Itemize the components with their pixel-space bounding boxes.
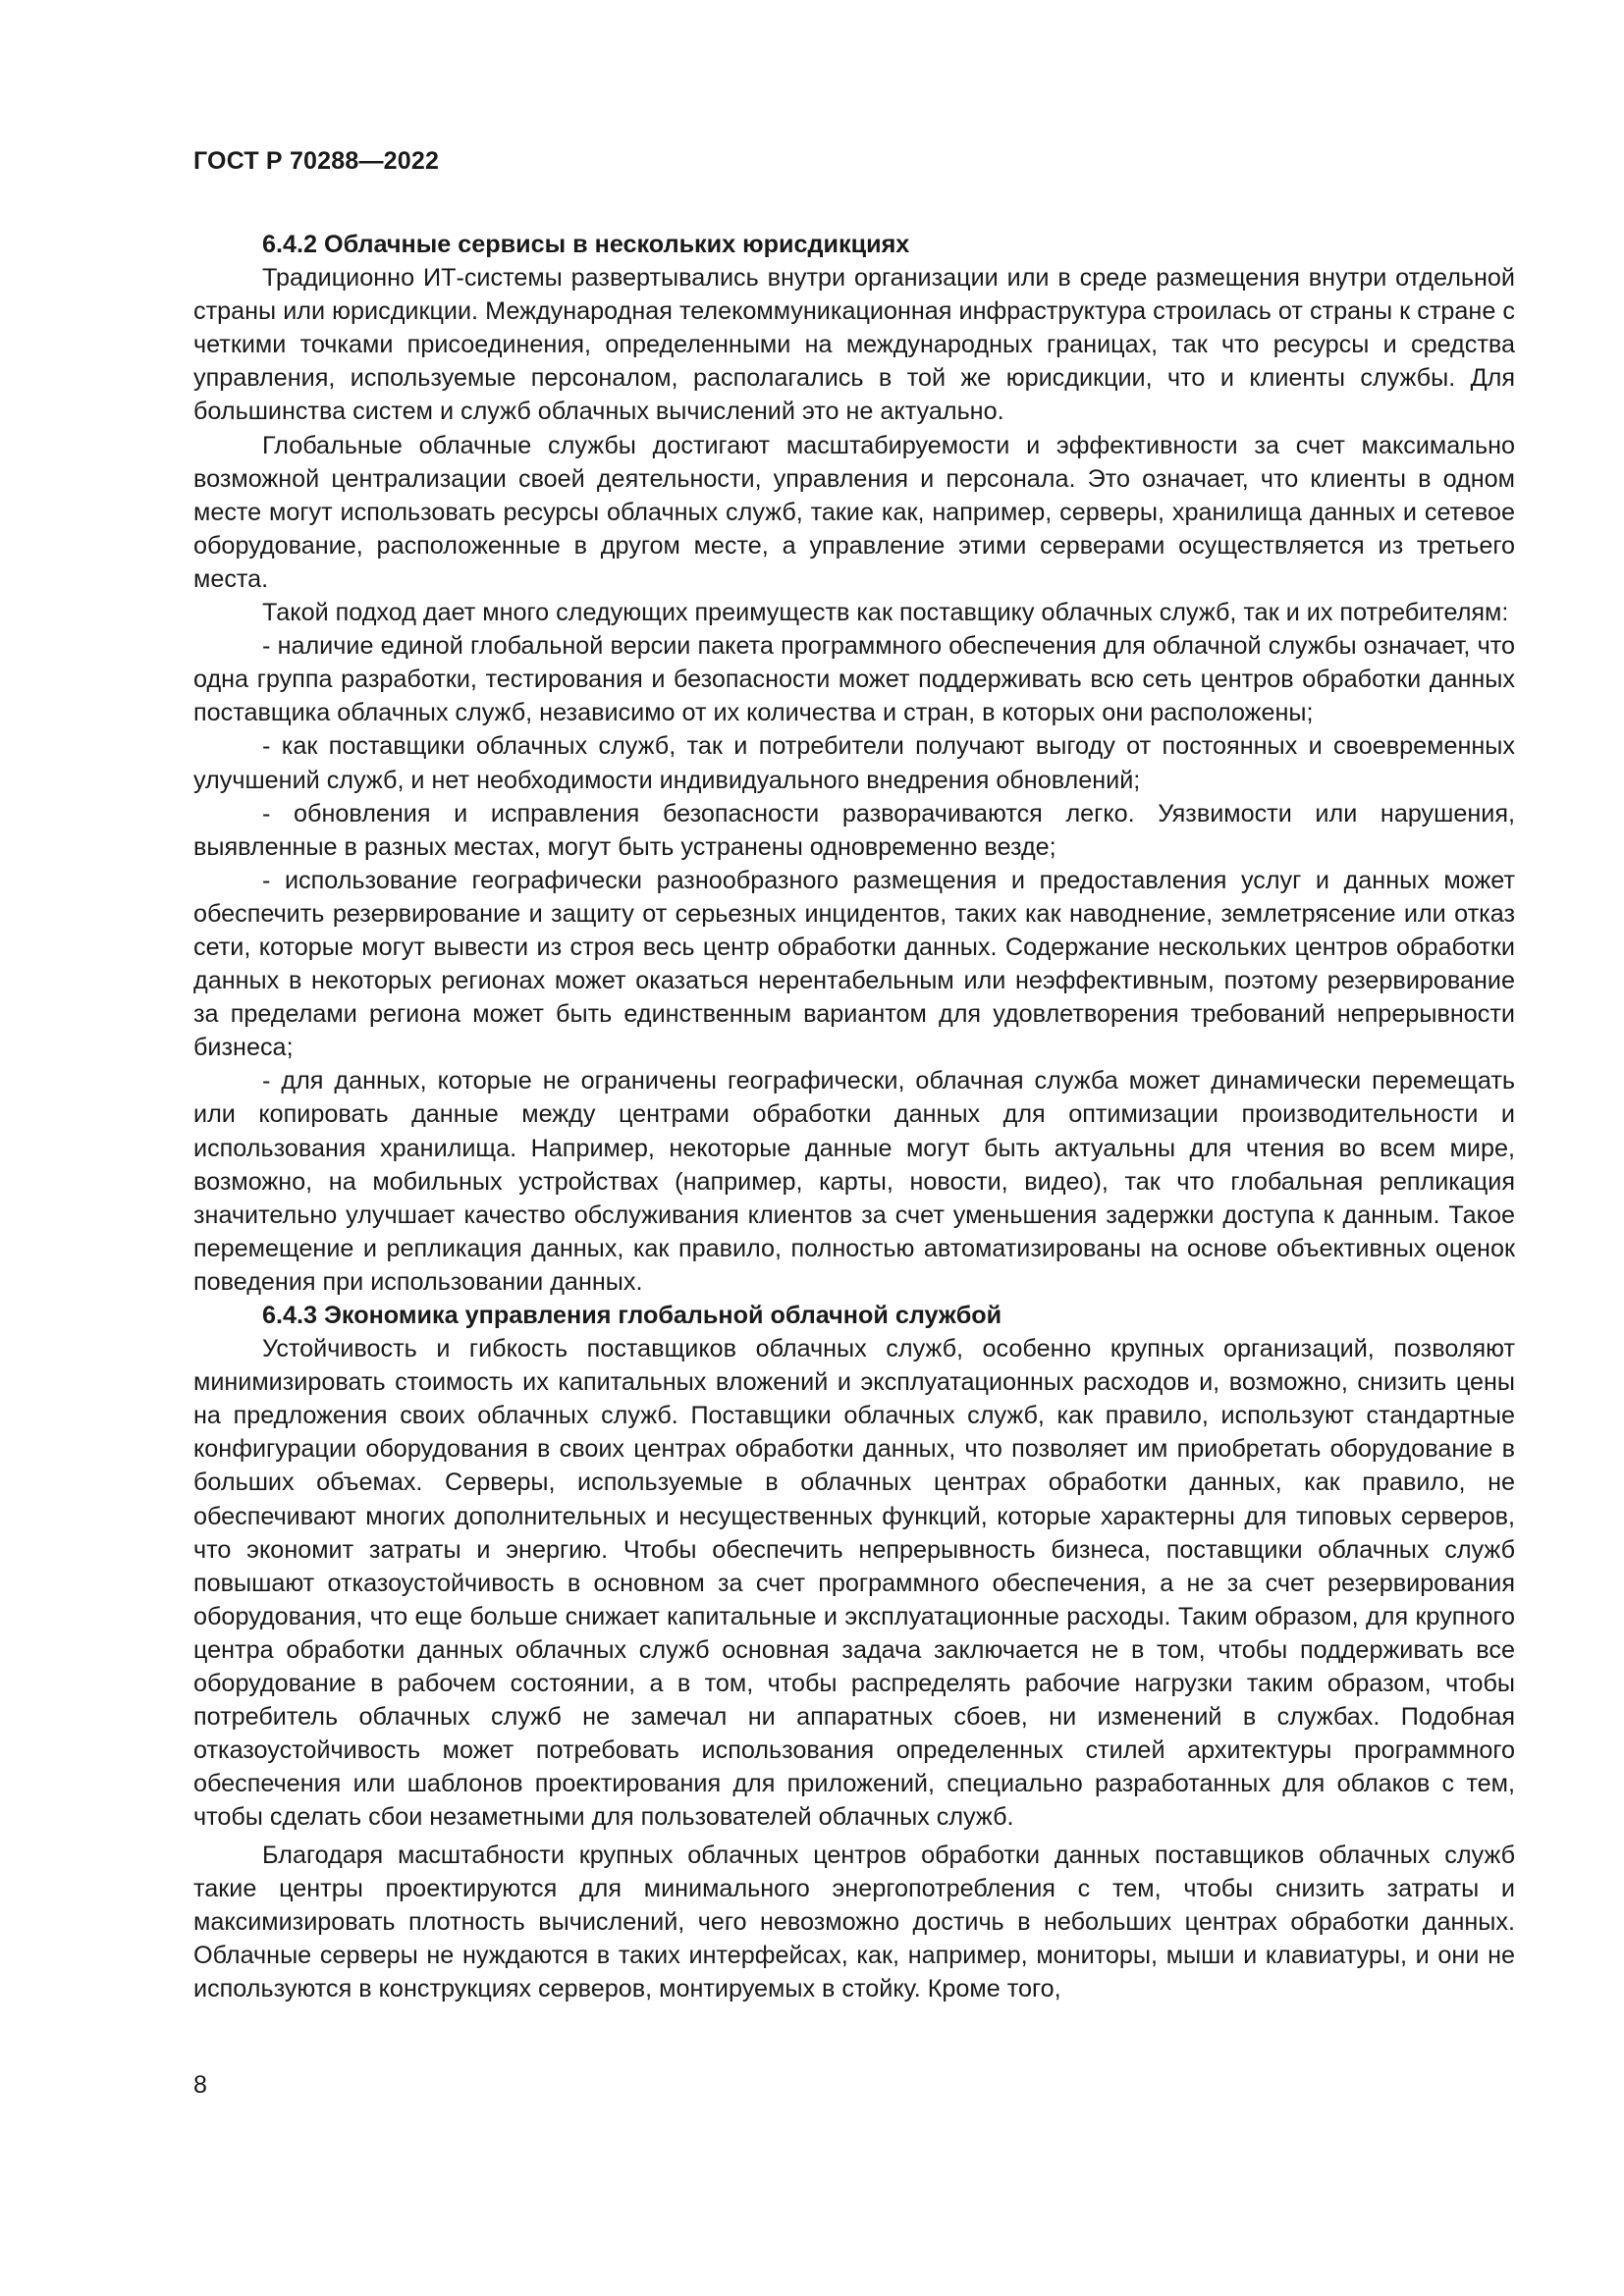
page-body bbox=[193, 228, 1515, 2005]
document-code: ГОСТ Р 70288—2022 bbox=[193, 147, 440, 175]
paragraph: Устойчивость и гибкость поставщиков облачных служб, особенно крупных организаций, позволяют минимизировать стоимость их капитальных вложений и эксплуатационных расходов и, возможно, снизить цены на предложения своих облачных служб. Поставщики облачных служб, как правило, используют стандартные конфигурации оборудования в своих центрах обработки данных, что позволяет им приобретать оборудование в больших объемах. Серверы, используемые в облачных центрах обработки данных, как правило, не обеспечивают многих дополнительных и несущественных функций, которые характерны для типовых серверов, что экономит затраты и энергию. Чтобы обеспечить непрерывность бизнеса, поставщики облачных служб повышают отказоустойчивость в основном за счет программного обеспечения, а не за счет резервирования оборудования, что еще больше снижает капитальные и эксплуатационные расходы. Таким образом, для крупного центра обработки данных облачных служб основная задача заключается не в том, чтобы поддерживать все оборудование в рабочем состоянии, а в том, чтобы распределять рабочие нагрузки таким образом, чтобы потребитель облачных служб не замечал ни аппаратных сбоев, ни изменений в службах. Подобная отказоустойчивость может потребовать использования определенных стилей архитектуры программного обеспечения или шаблонов проектирования для приложений, специально разработанных для облаков с тем, чтобы сделать сбои незаметными для пользователей облачных служб. bbox=[193, 1335, 1515, 1832]
list-item: - обновления и исправления безопасности разворачиваются легко. Уязвимости или нарушения, выявленные в разных местах, могут быть устранены одновременно везде; bbox=[193, 799, 1515, 861]
list-item: - для данных, которые не ограничены географически, облачная служба может динамически перемещать или копировать данные между центрами обработки данных для оптимизации производительности и использования хранилища. Например, некоторые данные могут быть актуальны для чтения во всем мире, возможно, на мобильных устройствах (например, карты, новости, видео), так что глобальная репликация значительно улучшает качество обслуживания клиентов за счет уменьшения задержки доступа к данным. Такое перемещение и репликация данных, как правило, полностью автоматизированы на основе объективных оценок поведения при использовании данных. bbox=[193, 1067, 1515, 1296]
list-item: - использование географически разнообразного размещения и предоставления услуг и данных может обеспечить резервирование и защиту от серьезных инцидентов, таких как наводнение, землетрясение или отказ сети, которые могут вывести из строя весь центр обработки данных. Содержание нескольких центров обработки данных в некоторых регионах может оказаться нерентабельным или неэффективным, поэтому резервирование за пределами региона может быть единственным вариантом для удовлетворения требований непрерывности бизнеса; bbox=[193, 866, 1515, 1062]
section-heading-6-4-3: 6.4.3 Экономика управления глобальной облачной службой bbox=[262, 1302, 1002, 1329]
list-item: - наличие единой глобальной версии пакета программного обеспечения для облачной службы означает, что одна группа разработки, тестирования и безопасности может поддерживать всю сеть центров обработки данных поставщика облачных служб, независимо от их количества и стран, в которых они расположены; bbox=[193, 632, 1515, 727]
paragraph: Традиционно ИТ-системы развертывались внутри организации или в среде размещения внутри отдельной страны или юрисдикции. Международная телекоммуникационная инфраструктура строилась от страны к стране с четкими точками присоединения, определенными на международных границах, так что ресурсы и средства управления, используемые персоналом, располагались в той же юрисдикции, что и клиенты службы. Для большинства систем и служб облачных вычислений это не актуально. bbox=[193, 264, 1515, 426]
paragraph: Такой подход дает много следующих преимуществ как поставщику облачных служб, так и их потребителям: bbox=[262, 599, 1509, 627]
list-item: - как поставщики облачных служб, так и потребители получают выгоду от постоянных и своевременных улучшений служб, и нет необходимости индивидуального внедрения обновлений; bbox=[193, 732, 1515, 794]
paragraph: Глобальные облачные службы достигают масштабируемости и эффективности за счет максимально возможной централизации своей деятельности, управления и персонала. Это означает, что клиенты в одном месте могут использовать ресурсы облачных служб, такие как, например, серверы, хранилища данных и сетевое оборудование, расположенные в другом месте, а управление этими серверами осуществляется из третьего места. bbox=[193, 431, 1515, 593]
paragraph: Благодаря масштабности крупных облачных центров обработки данных поставщиков облачных служб такие центры проектируются для минимального энергопотребления с тем, чтобы снизить затраты и максимизировать плотность вычислений, чего невозможно достичь в небольших центрах обработки данных. Облачные серверы не нуждаются в таких интерфейсах, как, например, мониторы, мыши и клавиатуры, и они не используются в конструкциях серверов, монтируемых в стойку. Кроме того, bbox=[193, 1841, 1515, 2002]
page-number: 8 bbox=[193, 2071, 207, 2099]
section-heading-6-4-2: 6.4.2 Облачные сервисы в нескольких юрисдикциях bbox=[262, 231, 910, 258]
